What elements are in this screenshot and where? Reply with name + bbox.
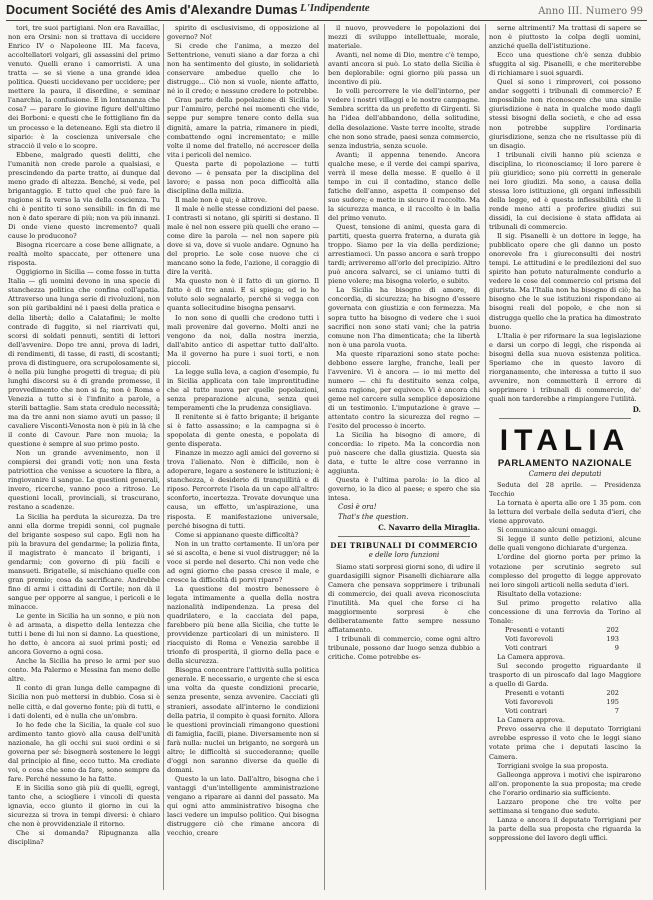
paragraph: Quest, tensione di animi, questa gara di partiti, questa guerra fraterna, a durata già troppo. Siamo per la via della perdizione; arrestiamoci. Un passo ancora e sarà troppo tardi; arriveremo all'orlo del precipizio. Altro può ancora salvarci, se ci uniamo tutti di pieno volere; ma bisogna volerlo, e subito. [328,223,480,286]
parliament-heading: PARLAMENTO NAZIONALE [497,458,633,470]
vote-label: Presenti e votanti [505,625,565,634]
column-1 [8,24,160,892]
paragraph: Il male è nelle stesse condizioni del paese. I contrasti si notano, gli spiriti si destano. Il male è nel non essere più quelli che erano — come dire la parola — nel non sapere più dove si va, dove si vuole andare. Ognuno ha del proprio. Le sole cose nuove che ci mancano sono la fede, l'azione, il coraggio di dire la verità. [167,204,319,277]
italia-heading: ITALIA [499,424,631,458]
article-signature: C. Navarro della Miraglia. [378,522,480,532]
vote-table-1 [489,626,641,653]
paragraph: Il sig. Pisanelli è un dottore in legge, ha pubblicato opere che gli danno un posto onorevole fra i giureconsulti dei nostri tempi. Le attitudini e le predilezioni del suo spirito han potuto naturalmente condurlo a vedere le cose del commercio col prisma del giurista. Ma l'Italia non ha bisogno di ciò; ha bisogno che le sue istituzioni rispondano ai bisogni reali del popolo, e che non si distrugga quello che la pratica ha dimostrato buono. [489,232,641,331]
column-4 [489,24,641,892]
paragraph: I tribunali di commercio, come ogni altro tribunale, possono dar luogo senza dubbio a critiche. Come potrebbe es- [328,635,480,662]
column-1-paragraphs [8,24,160,847]
paragraph: La Sicilia ha bisogno di amore, di concordia: lo ripeto. Ma la concordia non può nascere che dalla giustizia. Questa sia data, e tutte le altre cose verranno in aggiunta. [328,431,480,476]
paragraph: Le gente in Sicilia ha un sonno, e più non è ad armata, a dispetto della lentezza che tutti i bene di lui non si danno. La questione, ho detto, è ancora ai suoi primi posti; ed ancora Governo a ogni cosa. [8,612,160,657]
paragraph: Oggigiorno in Sicilia — come fosse in tutta Italia — gli uomini devono in una specie di stanchezza politica che confina coll'apatia. Attraverso una lunga serie di rivoluzioni, non son più garibaldini né i paesi della pratica e della libertà; dello a Calatafimi; le molte contrade di fuggito, si nel riarrivati qui, scorsi di soldati pennuti, sentiti di lettori dell'avvenire. Dopo tre anni, prova di ladri, di rendimenti, di tasse, di rasti, di scostanti; prova di distinguere, ora scrupolosamente si, è nella più lunghe progetti di tregua; di più lunghi discorsi su è di grande promesse, il provvedimento che non si fa; non è Roma e Venezia a tutto si è l'infinito a parole, a sterili battaglie. Sam stata credulo necessità; ma da tre anni non siamo avuti un passo; il cavaliere Visconti-Venosta non è più in là che il conte di Cavour. Pare non muoia; la questione è sempre al suo primo posto. [8,268,160,449]
paragraph: La questione del mostro benessere è legata intimamente a quella della nostra nazionalità indipendenza. La presa del quadrilatero, e la cacciata del papa, farebbero più bene alla Sicilia, che tutte le provvidenze particolari di un ministero. Il riacquisto di Roma e Venezia sarebbe il trionfo di prosperità, il giorno della pace e della sicurezza. [167,584,319,666]
paragraph: Avanti, nel nome di Dio, mentre c'è tempo, avanti ancora si può. Lo stato della Sicilia è ben deplorabile: ogni giorno più passa un incentivo di più. [328,51,480,87]
column-4-paragraphs [489,24,641,404]
paragraph: Si legge il sunto delle petizioni, alcune delle quali vengono dichiarate d'urgenza. [489,535,641,553]
paragraph: Grau parte della popolazione di Sicilia io pur l'ammiro, perché nei momenti che vide, seppe pur sempre tenere conto della sua dignità, amare la patria, rimanere in piedi, combattendo ogni incrementato; e mille volte il nome del fratello, né accrescer della vita i pericoli del nemico. [167,96,319,159]
paragraph: Quel si sono i rimproveri, coi possono andar soggetti i tribunali di commercio? È impossibile non riconoscere che una simile giurisdizione è nata in qualche modo dagli stessi bisogni della società, e che ad essa non potrebbe supplire l'ordinaria giurisdizione, senza che ne risultasse più di un disagio. [489,78,641,150]
paragraph: Finanze in mezzo agli amici del governo si trova l'alienato. Non è difficile, non è adoperare, legare a sostenere le istituzioni; è stanchezza, è desiderio di tranquillità e di riposo. Percorrete l'isola da un capo all'altro: sconforto, incertezza. Trovate dovunque una causa, un effetto, un'aspirazione, una risposta. E manifestazione universale, perché bisogna di tutti. [167,449,319,530]
vote-row [489,635,641,644]
vote-label: Voti contrari [505,707,547,716]
paragraph: E in Sicilia sono già più di quelli, egregi, tanto che, a sciogliere i vincoli di questa ignavia, ecco giunto il giorno in cui la sicurezza si trova in tempi diversi: è chiaro che non è provvidenziale il ritorno. [8,783,160,829]
paragraph: La Sicilia ha perduta la sicurezza. Da tre anni ella dorme trepidi sonni, col pugnale del brigante sospeso sul capo. Egli non ha più la bravura del gendarme; la polizia finta, il magistrato è mancato il briganti, i gendarmi; con governo di più facili e mansueti. Brigatelle, si mischiano quelle con gran premio; cosa da sacrificare. Andrebbe fino di armi i cittadini di Cortile; non dà il sangue per opporre al sangue, i pericoli e le minacce. [8,512,160,611]
paragraph: Galleonga approva i motivi che ispirarono all'on. proponente la sua proposta; ma crede che l'orario ordinario sia sufficiente. [489,770,641,797]
paragraph: La tornata è aperta alle ore 1 35 pom. con la lettura del verbale della seduta d'ieri, che viene approvato. [489,499,641,526]
paragraph: Come si appianano queste difficoltà? [175,530,299,539]
vote-label: Voti favorevoli [505,698,554,707]
paragraph: La Sicilia ha bisogno di amore, di concordia, di sicurezza; ha bisogno d'essere governata con giustizia e con fermezza. Ma sopra tutto ha bisogno di vedere che i suoi sacrifici non sono stati vani; che la patria comune non l'ha dimenticata; che la libertà non è una parola vuota. [328,286,480,349]
column-3-paragraphs [328,24,480,503]
debate-paragraphs [489,725,641,843]
vote-row [489,626,641,635]
vote-row [489,644,641,653]
paragraph: Sul primo progetto relativo alla concessione di una ferrovia da Torino al Tonale: [489,598,641,625]
watermark-text: Document Société des Amis d'Alexandre Dumas [6,3,298,17]
top-rule [6,20,647,21]
vote-row [489,698,641,707]
second-project-line: Sul secondo progetto riguardante il trasporto di un piroscafo dal lago Maggiore a quello di Garda. [489,662,641,689]
paragraph: Lanza e ancora il deputato Torrigiani per la parte della sua proposta che riguarda la soppressione del lavoro degli uffici. [489,815,641,842]
paragraph: Torrigiani svolge la sua proposta. [497,761,609,770]
section-paragraphs [328,563,480,663]
column-divider [324,24,325,890]
vote-table-2 [489,689,641,716]
column-divider [485,24,486,890]
paragraph: serne altrimenti? Ma trattasi di sapere se non è piuttosto la colpa degli uomini, anziché quella dell'istituzione. [489,24,641,51]
vote-value: 202 [606,625,619,634]
paragraph: Risultato della votazione: [497,589,582,598]
paragraph: Prevo osserva che il deputato Torrigiani avrebbe espresso il voto che le leggi siano votate prima che i deputati lascino la Camera. [489,725,641,761]
paragraph: I tribunali civili hanno più scienza e disciplina, lo riconosciamo; il loro parere è più giuridico; sono più corretti in generale nei loro giudizi. Ma sono, a causa della stessa loro istituzione, gli organi inflessibili della legge, ed è questa inflessibilità che li rende meno atti a proferire giudizi sui dissidi, la cui decisione è stata affidata ai tribunali di commercio. [489,150,641,232]
paragraph: Ecco una questione ch'è senza dubbio sfuggita al sig. Pisanelli, e che meriterebbe di richiamare i suoi sguardi. [489,51,641,78]
paragraph: Si comunicano alcuni omaggi. [497,526,598,535]
masthead-title: L'Indipendente [300,2,370,14]
paragraph: Io volli percorrere le vie dell'interno, per vedere i nostri villaggi e le nostre campagne. Sembra scritta da un prefetto di Girgenti. Si ha l'idea dell'abbandono, della solitudine, della desolazione. Vaste terre incolte, strade che non sono strade, paesi senza commercio, senza industria, senza scuole. [328,87,480,150]
paragraph: Ma questo non è il fatto di un giorno. Il fatto è di tre anni. E si spiega; ed io ho voluto solo segnalarlo, perché si vegga con quanta sollecitudine bisogna pensarvi. [167,277,319,313]
paragraph: Questa è l'ultima parola: io la dico al governo, io la dico al paese; e spero che sia intesa. [328,476,480,503]
article-closing-question: Così è ora! [338,503,377,512]
vote-label: Voti favorevoli [505,634,554,643]
section-title: DEI TRIBUNALI DI COMMERCIO [330,540,478,550]
paragraph: il nuovo, provvedere le popolazioni dei mezzi di sviluppo intellettuale, morale, materiale. [328,24,480,51]
vote-value: 9 [614,643,619,652]
paragraph: La legge sulla leva, a cagion d'esempio, fu in Sicilia applicata con tale improntitudine che al tutto nuova per quelle popolazioni, senza preparazione alcuna, senza quei temperamenti che la prudenza consigliava. [167,367,319,412]
paragraph: Si crede che l'anima, a mezzo del Settentrione, venuti siano a dar forza a chi non ha sentimento del giusto, in solidarietà conservare ambedue quello che lo distrugge... Ciò non si vuole, niente affatto, né io il credo; e nessuno credere lo potrebbe. [167,42,319,96]
column-3 [328,24,480,892]
vote-value: 202 [606,689,619,698]
vote-value: 193 [606,634,619,643]
paragraph: Non un grande avvenimento, non il compiersi dei grandi voti; non una festa patriottica che venisse a scuotere la fibra, a ringiovanire il sangue. Le questioni generali, invero, ricerche, vanno poco a ritroso. Le questioni locali, provinciali, si trascurano, restano a scadenze. [8,449,160,512]
paragraph: L'Italia è per riformare la sua legislazione e darsi un corpo di leggi, che risponda ai bisogni della sua nuova esistenza politica. Speriamo che in questo lavoro di riorganamento, che interessa a tutto il suo avvenire, non commetterà il errore di sopprimere i tribunali di commercio, de' quali non tarderebbe a rimpiangere l'utilità. [489,331,641,403]
paragraph: Il male non è qui; è altrove. [175,195,268,204]
paragraph: spirito di esclusivismo, di opposizione al governo? No! [167,24,319,42]
paragraph: Il renitente si è fatto brigante; il brigante si è fatto assassino; e la campagna si è spopolata di gente onesta, e popolata di gente disperata. [167,413,319,449]
vote-label: Voti contrari [505,643,547,652]
paragraph: Io non sono di quelli che credono tutti i mali provenire dal governo. Molti anzi ne vengono da noi, dalla nostra inerzia, dall'abito antico di aspettar tutto dall'alto. Ma il governo ha pure i suoi torti, e non piccoli. [167,313,319,367]
paragraph: Siamo stati sorpresi giorni sono, di udire il guardasigilli signor Pisanelli dichiarare alla Camera che pensava sopprimere i tribunali di commercio, dei quali aveva riconosciuta l'inutilità. Ma quel che forse ci ha maggiormente sorpresi è che deliberatamente fatto sempre nessuno affiatamento. [328,562,480,635]
vote-row [489,707,641,716]
approval-line: La Camera approva. [497,653,565,661]
column-2-paragraphs [167,24,319,838]
paragraph: Anche la Sicilia ha preso le armi per suo conto. Ma Palermo e Messina fan meno delle altre. [8,657,160,684]
paragraph: Non in un tratto certamente. Il un'ora per sé si ascolta, e bene si vuol distrugger; né la voce si perde nel deserto. Chi non vede che ad ogni giorno che passa cresce il male, e cresce la difficoltà di porvi riparo? [167,539,319,584]
paragraph: Il conto di gran lunga delle campagne di Sicilia non può mettersi in dubbio. Cosa si è nelle città, e dal governo fonte; più di tutti, e i dati dolenti, ed è nulla che un'ombra. [8,684,160,720]
vote-row [489,689,641,698]
chamber-subheading: Camera dei deputati [528,470,602,479]
column-divider [163,24,164,890]
session-line: Seduta del 28 aprile. — Presidenza Tecchio [489,481,641,499]
paragraph: Che si domanda? Ripugnanza alla disciplina? [8,829,160,847]
vote-value: 195 [606,698,619,707]
paragraph: L'ordine del giorno porta per primo la votazione per scrutinio segreto sul complesso del progetto di legge approvato nei loro singoli articoli nella seduta d'ieri. [489,553,641,589]
section-rule [338,536,470,537]
paragraph: Lazzaro propone che tre volte per settimana si tengano due sedute. [489,797,641,815]
approval-line-2: La Camera approva. [497,716,565,725]
article-closing-english: That's the question. [338,512,409,521]
parliament-paragraphs [489,499,641,626]
issue-number: Anno III. Numero 99 [538,6,643,17]
paragraph: Ebbene, malgrado questi delitti, che l'umanità non crede parole a qualsiasi, e prescindendo da parte tratto, ai dunque dal meno grado di altezza. Benché, si vede, pel brigantaggio. E tutto quel che può fare la ragione si fa verso la via della coscienza. Tu chi è pentito ti sono sensibili: in fin di me non è dato sperare di più; non va più innanzi. Di onde viene questo incremento? quali cause lo producono? [8,150,160,241]
section-rule [499,418,631,419]
vote-label: Presenti e votanti [505,689,565,698]
paragraph: Questa parte di popolazione — tutti devono — è pensata per la disciplina del lavoro; e passa non poca difficoltà alla disciplina della milizia. [167,159,319,195]
paragraph: Bisogna ricercare a cose bene allignate, a realtà molto spaccate, per ottenere una risposta. [8,241,160,268]
vote-value: 7 [614,707,619,716]
paragraph: Io ho fede che la Sicilia, la quale col suo ardimento tanto giovò alla causa dell'unità nazionale, ha gli occhi sui suoi ordini e si governa per sé: bisognerà sostenere le leggi dal principio al fine, ecco tutto. Ma crediate voi, o cosa che sono da fare, sono sempre da fare. Perché nessuno le ha fatte. [8,720,160,783]
paragraph: Avanti; il appenna tenendo. Ancora qualche mese, e il verde dei campi spariva, verrà il mese della messe. E quello è il tempo in cui il contadino, stanco delle fatiche dell'anno, aspetta il compenso del suo sudore; e mette in sicuro il raccolto. Ma la sicurezza manca, e il raccolto è in balìa del primo venuto. [328,150,480,222]
paragraph: Ma queste riparazioni sono state poche: debbono essere larghe, franche, leali per l'avvenire. Vi è ancora — io mi metto del numero — chi fu destituito senza colpa, senza ragione, per equivoco. Vi è ancora chi geme nel carcere sulla semplice deposizione di un testimonio. L'imputazione è grave — attentato contro la sicurezza del regno — l'esito del processo è incerto. [328,349,480,431]
article-signature-d: D. [632,404,641,414]
paragraph: tori, tre suoi partigiani. Non era Ravaillac, non era Orsini: non si trattava di uccidere Enrico IV o Napoleone III. Ma faceva, accoltellatori volgari, gli assassini del primo venuto. Quelli erano i camorristi. A una tratta — se si viene a una grande idea politica. Questi uccidevano per uccidere; per mettere la paura, il disordine, e seminar l'anarchia, la confusione. E in lontananza che cosa? — parare le giovine figure dell'ultimo dei Borboni: e questi che le fottigliano fin da un processo e la deteneano. Egli sta dietro il sipario: è la coscienza universale che stracciò il velo e lo scopre. [8,24,160,150]
paragraph: Questo la un lato. Dall'altro, bisogna che i vantaggi d'un'intelligente amministrazione vengano a riparare ai danni del passato. Ma qui ogni atto amministrativo bisogna che lasci vedere un impulso politico. Qui bisogna distruggere ciò che rimane ancora di vecchio, creare [167,774,319,838]
paragraph: Bisogna concentrare l'attività sulla politica generale. E necessario, e urgente che si esca una volta da queste condizioni precarie, senza presente, senza avvenire. Cacciati gli stranieri, assodate all'interno le condizioni della patria, il compito è quasi fornito. Allora le questioni provinciali rimangono questioni di famiglia, facili, piane. Diversamente non si farà nulla: nuclei un briganto, ne sorgerà un altro; le difficoltà si succederanno; quelle d'oggi non saranno diverse da quelle di domani. [167,666,319,774]
column-2 [167,24,319,892]
section-subtitle: e delle loro funzioni [368,550,440,559]
